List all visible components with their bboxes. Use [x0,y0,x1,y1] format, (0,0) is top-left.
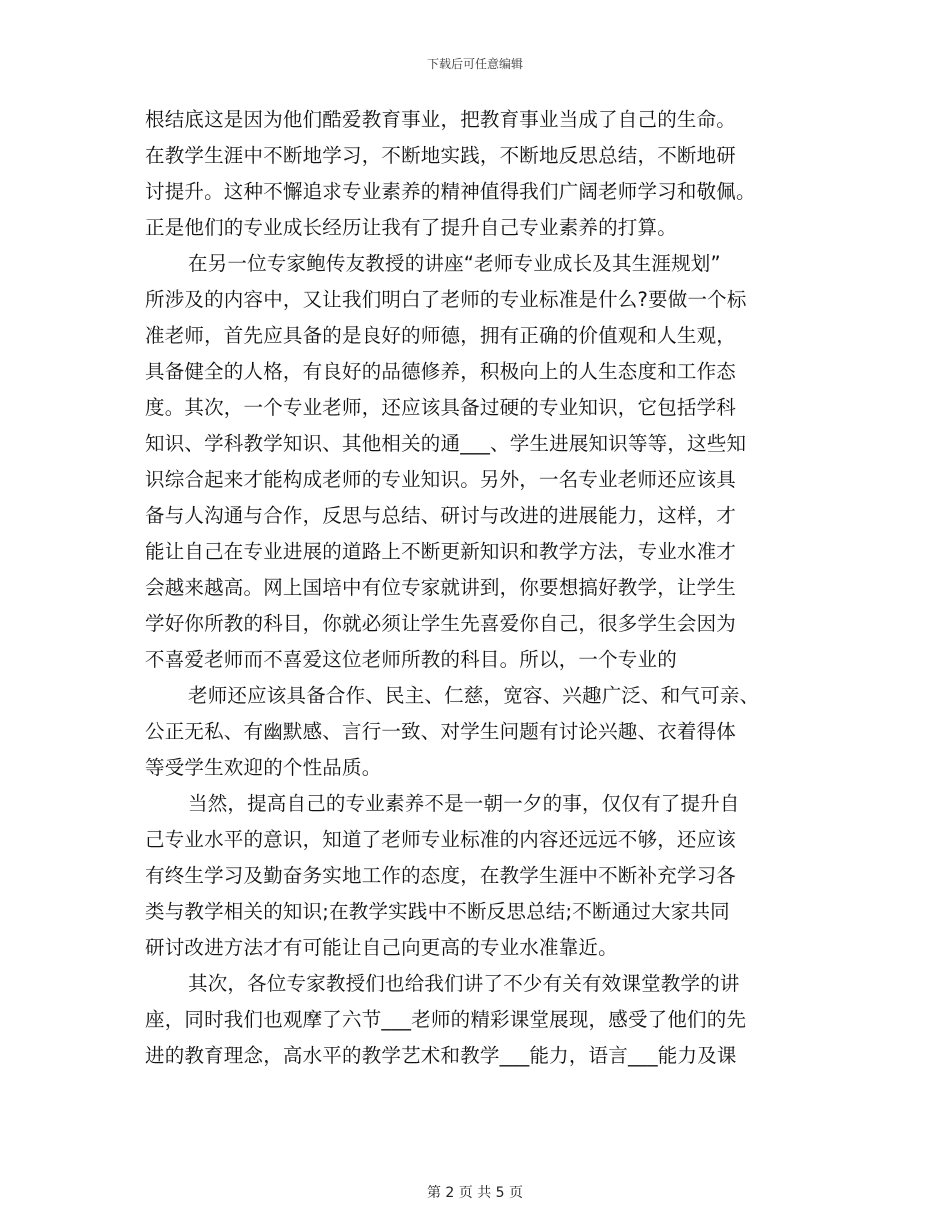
text-line: 当然，提高自己的专业素养不是一朝一夕的事，仅仅有了提升自 [188,792,740,815]
text-line: 公正无私、有幽默感、言行一致、对学生问题有讨论兴趣、衣着得体 [145,720,737,743]
text-line: 根结底这是因为他们酷爱教育事业，把教育事业当成了自己的生命。 [145,108,737,131]
text-line: 其次，各位专家教授们也给我们讲了不少有关有效课堂教学的讲 [188,972,740,995]
text-line: 能让自己在专业进展的道路上不断更新知识和教学方法，专业水准才 [145,540,737,563]
text-line: 正是他们的专业成长经历让我有了提升自己专业素养的打算。 [145,216,677,239]
text-line: 进的教育理念，高水平的教学艺术和教学___能力，语言___能力及课 [145,1044,737,1067]
text-line: 己专业水平的意识，知道了老师专业标准的内容还远远不够，还应该 [145,828,737,851]
text-line: 备与人沟通与合作，反思与总结、研讨与改进的进展能力，这样，才 [145,504,737,527]
text-line: 学好你所教的科目，你就必须让学生先喜爱你自己，很多学生会因为 [145,612,737,635]
text-line: 所涉及的内容中，又让我们明白了老师的专业标准是什么?要做一个标 [145,288,747,311]
text-line: 会越来越高。网上国培中有位专家就讲到，你要想搞好教学，让学生 [145,576,737,599]
text-line: 不喜爱老师而不喜爱这位老师所教的科目。所以，一个专业的 [145,648,677,671]
text-line: 知识、学科教学知识、其他相关的通___、学生进展知识等等，这些知 [145,432,747,455]
text-line: 类与教学相关的知识;在教学实践中不断反思总结;不断通过大家共同 [145,900,730,923]
text-line: 在另一位专家鲍传友教授的讲座“老师专业成长及其生涯规划” [188,252,721,275]
text-line: 识综合起来才能构成老师的专业知识。另外，一名专业老师还应该具 [145,468,737,491]
text-line: 等受学生欢迎的个性品质。 [145,756,382,779]
text-line: 度。其次，一个专业老师，还应该具备过硬的专业知识，它包括学科 [145,396,737,419]
text-line: 在教学生涯中不断地学习，不断地实践，不断地反思总结，不断地研 [145,144,737,167]
page-number: 第 2 页 共 5 页 [426,1185,524,1201]
text-line: 有终生学习及勤奋务实地工作的态度，在教学生涯中不断补充学习各 [145,864,737,887]
text-line: 准老师，首先应具备的是良好的师德，拥有正确的价值观和人生观， [145,324,737,347]
document-body [145,102,815,1074]
page-header: 下载后可任意编辑 [426,57,523,71]
text-line: 具备健全的人格，有良好的品德修养，积极向上的人生态度和工作态 [145,360,737,383]
text-line: 座，同时我们也观摩了六节___老师的精彩课堂展现，感受了他们的先 [145,1008,747,1031]
text-line: 老师还应该具备合作、民主、仁慈，宽容、兴趣广泛、和气可亲、 [188,684,760,707]
text-line: 研讨改进方法才有可能让自己向更高的专业水准靠近。 [145,936,618,959]
text-line: 讨提升。这种不懈追求专业素养的精神值得我们广阔老师学习和敬佩。 [145,180,756,203]
